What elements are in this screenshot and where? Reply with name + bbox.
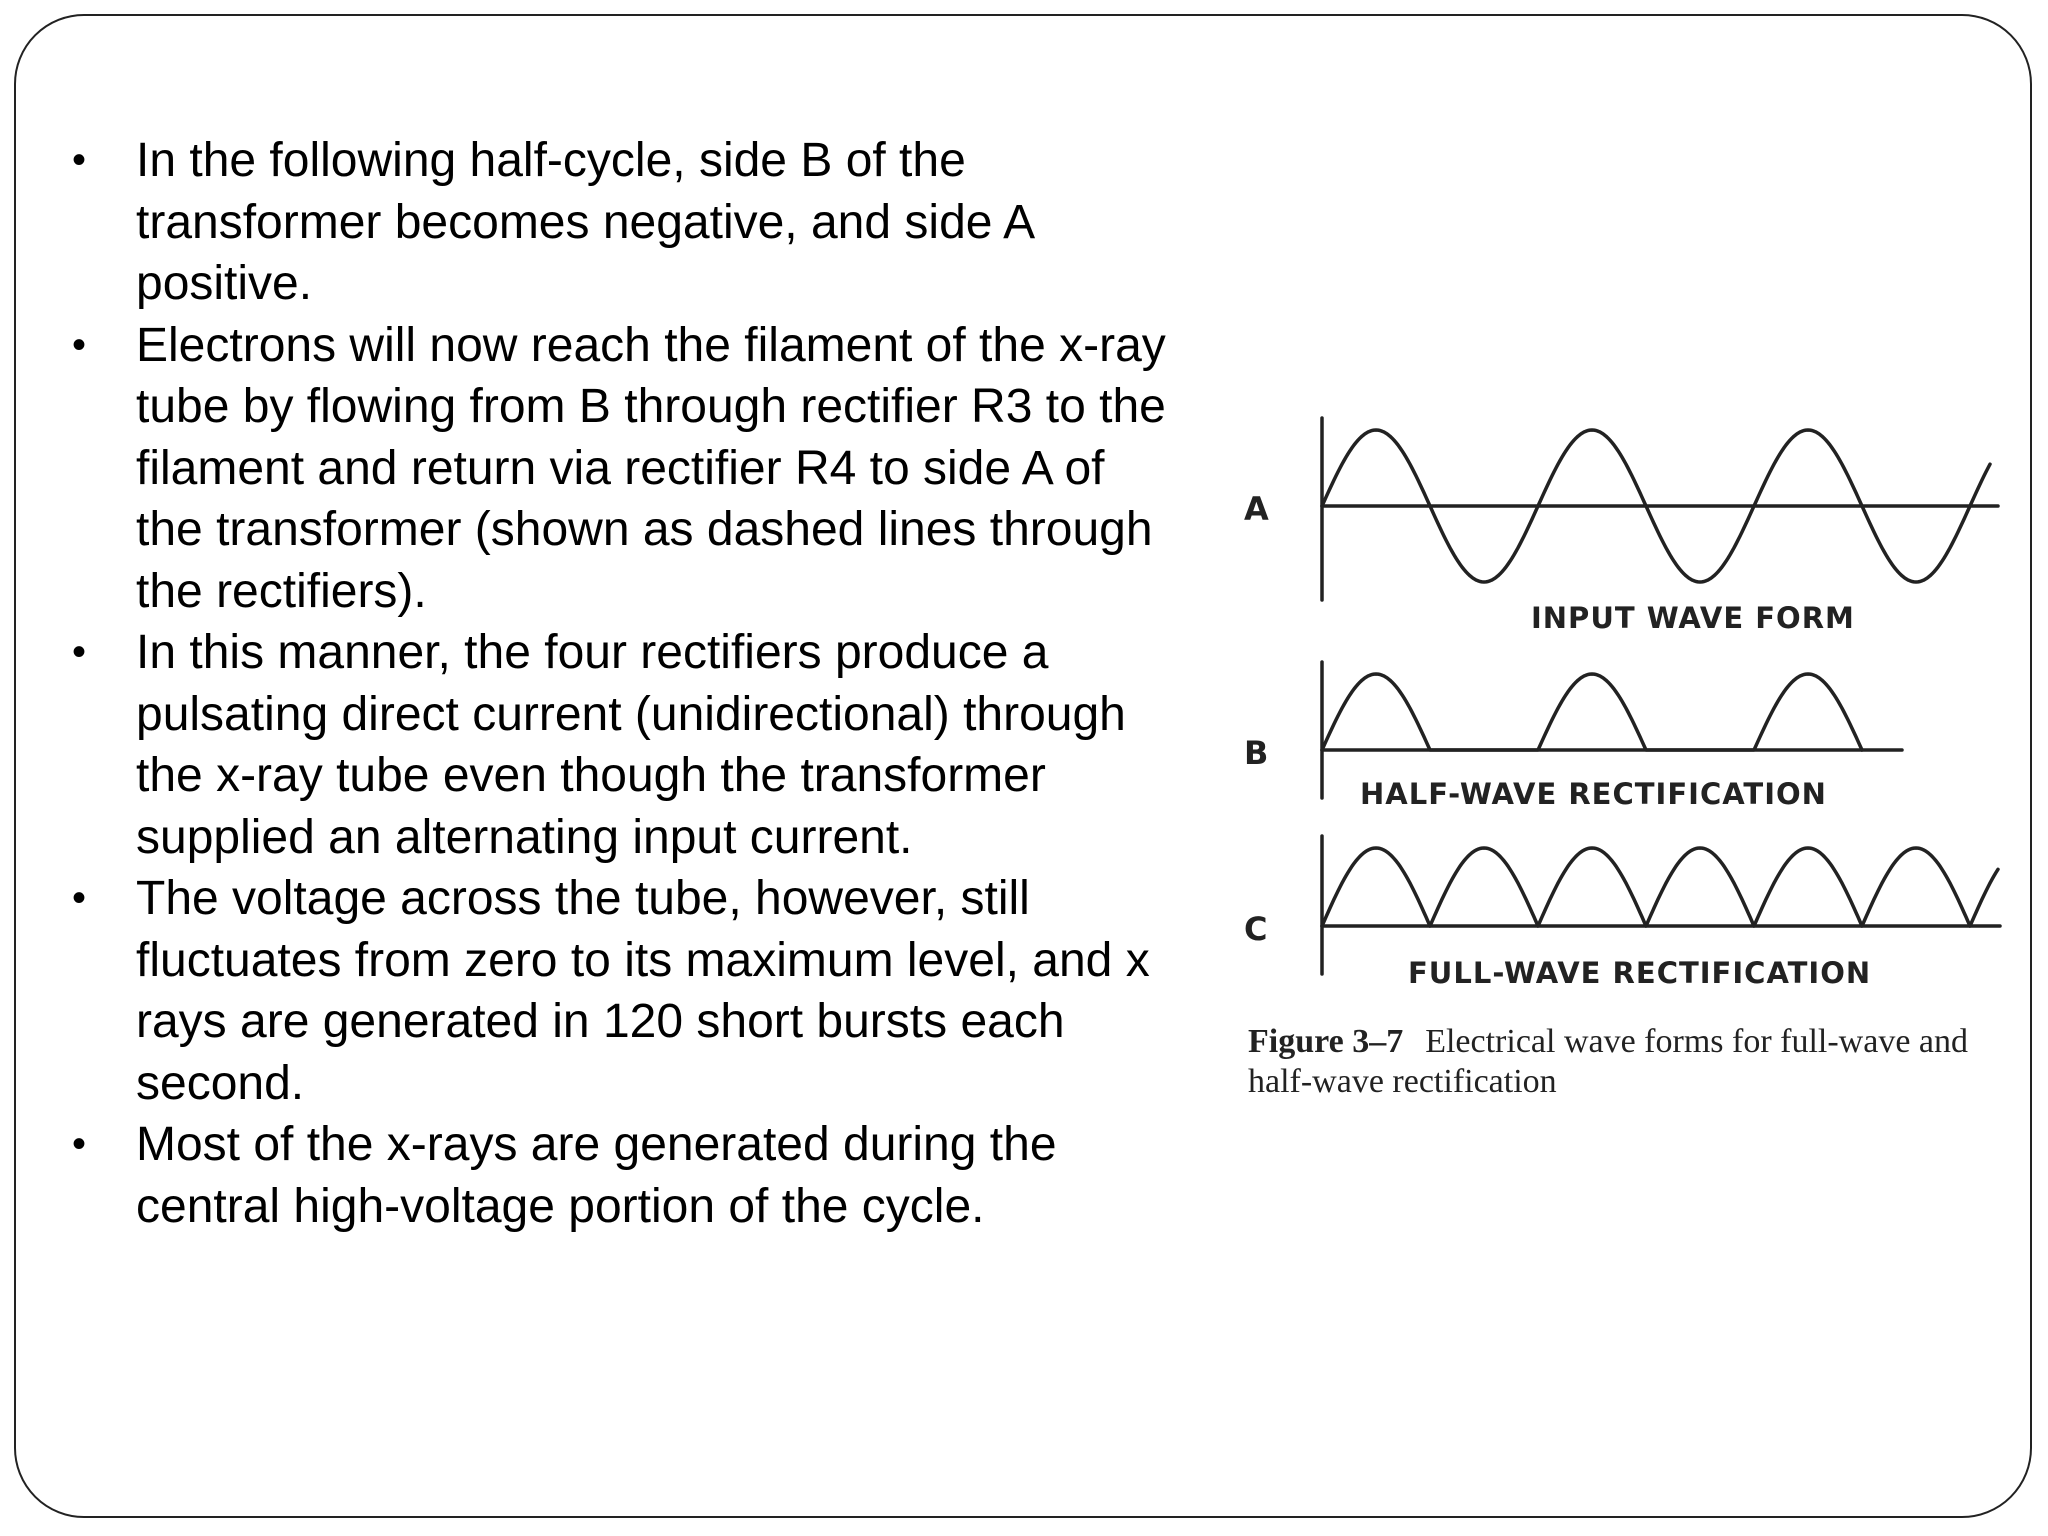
full-wave	[1322, 848, 1998, 926]
panel-label-b: HALF-WAVE RECTIFICATION	[1360, 777, 1827, 811]
bullet-dot: •	[72, 630, 87, 674]
panel-letter-a: A	[1244, 490, 1269, 528]
panel-label-a: INPUT WAVE FORM	[1531, 601, 1855, 635]
bullet-item	[66, 315, 1166, 623]
bullet-text: Electrons will now reach the filament of the x-ray tube by flowing from B through rectifier R3 to the filament and return via rectifier R4 to side A of the transformer (shown as dashed lines through the rectifiers).	[136, 318, 1166, 618]
bullet-list	[66, 130, 1166, 1237]
bullet-dot: •	[72, 876, 87, 920]
bullet-dot: •	[72, 1122, 87, 1166]
bullet-item	[66, 622, 1166, 868]
bullet-text: The voltage across the tube, however, still fluctuates from zero to its maximum level, and x rays are generated in 120 short bursts each second.	[136, 872, 1150, 1110]
bullet-text: In this manner, the four rectifiers produce a pulsating direct current (unidirectional) through the x-ray tube even though the transformer supplied an alternating input current.	[136, 626, 1126, 864]
waveform-figure	[1230, 400, 2020, 1120]
figure-number: Figure 3–7	[1248, 1023, 1404, 1060]
figure-caption-text: Electrical wave forms for full-wave and half-wave rectification	[1248, 1023, 1969, 1100]
panel-letter-c: C	[1244, 910, 1268, 948]
bullet-item	[66, 868, 1166, 1114]
panel-label-c: FULL-WAVE RECTIFICATION	[1408, 956, 1872, 990]
bullet-item	[66, 1114, 1166, 1237]
panel-letter-b: B	[1244, 734, 1269, 772]
bullet-text: In the following half-cycle, side B of the transformer becomes negative, and side A positive.	[136, 134, 1033, 310]
half-wave	[1322, 674, 1862, 750]
bullet-item	[66, 130, 1166, 315]
bullet-text: Most of the x-rays are generated during the central high-voltage portion of the cycle.	[136, 1118, 1057, 1233]
figure-caption	[1248, 1022, 2028, 1102]
waveform-diagram	[1230, 400, 2020, 1020]
bullet-dot: •	[72, 138, 87, 182]
bullet-dot: •	[72, 322, 87, 367]
